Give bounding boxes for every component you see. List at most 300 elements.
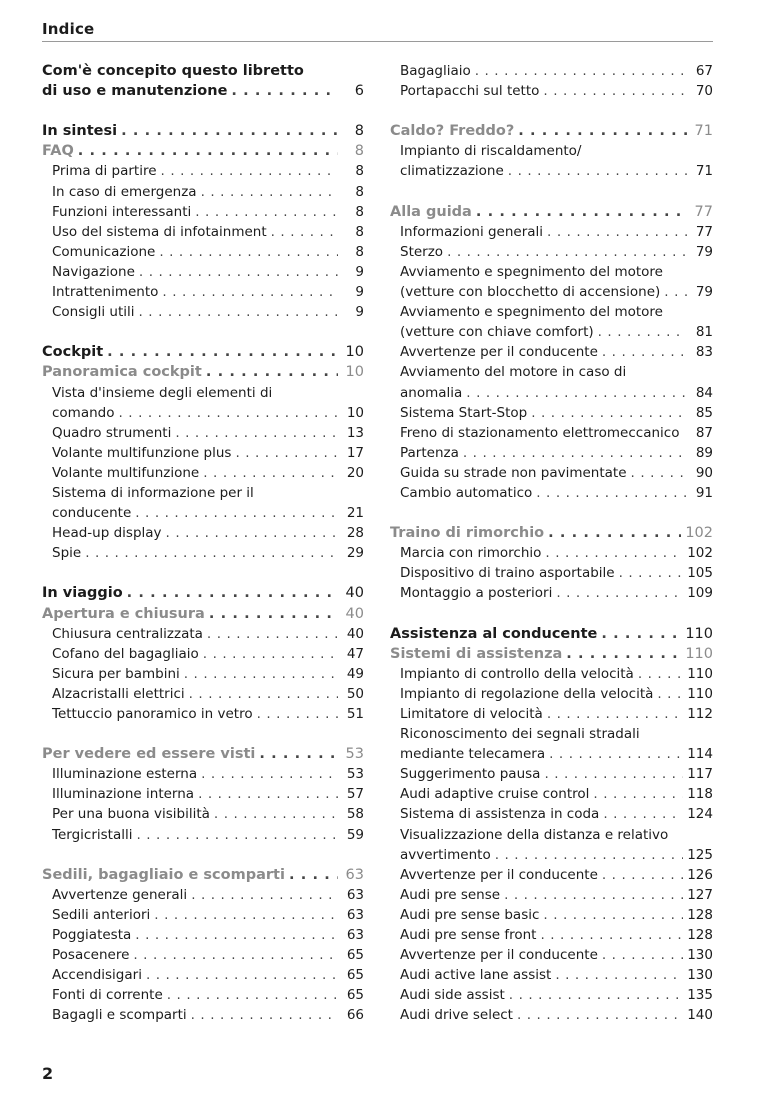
toc-entry-page: 66 <box>346 1007 364 1024</box>
toc-entry-page: 102 <box>685 525 713 542</box>
toc-chapter-entry <box>390 121 713 141</box>
section-spacer <box>390 503 713 523</box>
toc-entry-page: 53 <box>346 766 364 783</box>
toc-entry <box>42 483 364 503</box>
dot-leader <box>463 443 687 463</box>
toc-entry <box>390 744 713 764</box>
toc-chapter-entry <box>42 604 364 624</box>
dot-leader <box>206 362 338 382</box>
toc-entry-title: Caldo? Freddo? <box>390 123 515 140</box>
toc-entry-title: Sistema Start-Stop <box>400 404 528 421</box>
toc-entry <box>42 784 364 804</box>
toc-entry-title: Prima di partire <box>52 163 157 180</box>
dot-leader <box>167 985 338 1005</box>
dot-leader <box>475 61 687 81</box>
toc-entry-page: 47 <box>346 645 364 662</box>
toc-entry-title: Panoramica cockpit <box>42 364 202 381</box>
toc-entry-title: Audi side assist <box>400 987 505 1004</box>
toc-entry <box>390 784 713 804</box>
toc-entry-title: Audi adaptive cruise control <box>400 786 590 803</box>
toc-entry-title: Impianto di regolazione della velocità <box>400 685 654 702</box>
dot-leader <box>139 302 339 322</box>
toc-entry <box>390 403 713 423</box>
toc-entry <box>42 161 364 181</box>
dot-leader <box>201 764 338 784</box>
toc-entry-title: Audi pre sense front <box>400 927 537 944</box>
dot-leader <box>127 583 338 603</box>
dot-leader <box>159 242 338 262</box>
toc-entry <box>42 764 364 784</box>
toc-entry-page: 6 <box>354 83 364 100</box>
toc-entry <box>390 322 713 342</box>
toc-entry <box>390 985 713 1005</box>
toc-entry <box>390 61 713 81</box>
dot-leader <box>518 121 687 141</box>
toc-entry-page: 110 <box>687 665 713 682</box>
dot-leader <box>657 684 683 704</box>
toc-entry-title: comando <box>52 404 115 421</box>
dot-leader <box>476 202 687 222</box>
toc-entry-title: Audi drive select <box>400 1007 513 1024</box>
toc-entry-title: Suggerimento pausa <box>400 766 541 783</box>
dot-leader <box>289 865 338 885</box>
dot-leader <box>603 804 683 824</box>
dot-leader <box>146 965 338 985</box>
toc-entry <box>390 724 713 744</box>
toc-entry-page: 77 <box>694 203 713 220</box>
toc-entry <box>390 885 713 905</box>
toc-entry-title: (vetture con blocchetto di accensione) <box>400 284 661 301</box>
toc-entry-title: Accendisigari <box>52 967 142 984</box>
toc-entry <box>390 423 713 443</box>
dot-leader <box>136 825 338 845</box>
toc-entry-title: In sintesi <box>42 123 118 140</box>
dot-leader <box>602 342 687 362</box>
toc-entry-page: 63 <box>346 927 364 944</box>
toc-entry <box>42 543 364 563</box>
toc-entry-title: Illuminazione interna <box>52 786 195 803</box>
toc-entry-title: Dispositivo di traino asportabile <box>400 565 615 582</box>
toc-entry <box>42 523 364 543</box>
toc-entry-page: 109 <box>687 585 713 602</box>
dot-leader <box>495 845 684 865</box>
toc-entry-title: Limitatore di velocità <box>400 706 543 722</box>
toc-entry-title: In viaggio <box>42 585 123 602</box>
toc-entry <box>390 222 713 242</box>
toc-entry <box>390 945 713 965</box>
toc-entry <box>390 905 713 925</box>
toc-entry-title: Alla guida <box>390 203 472 220</box>
page-number: 2 <box>42 1064 54 1083</box>
toc-chapter-entry <box>42 744 364 764</box>
toc-entry <box>42 825 364 845</box>
toc-chapter-entry <box>42 141 364 161</box>
dot-leader <box>531 403 687 423</box>
toc-entry <box>390 302 713 322</box>
toc-entry-title: Uso del sistema di infotainment <box>52 223 267 240</box>
dot-leader <box>121 121 338 141</box>
toc-entry-page: 28 <box>346 525 364 542</box>
toc-entry-title: Sterzo <box>400 243 444 260</box>
toc-entry-title: Freno di stazionamento elettromeccanico <box>400 424 680 441</box>
toc-entry <box>42 644 364 664</box>
section-spacer <box>390 101 713 121</box>
toc-entry-title: Impianto di riscaldamento/ <box>400 143 582 160</box>
toc-chapter-entry <box>42 81 364 101</box>
toc-entry-title: Volante multifunzione plus <box>52 444 232 461</box>
toc-entry <box>42 222 364 242</box>
toc-entry <box>42 624 364 644</box>
toc-entry-title: Partenza <box>400 444 459 461</box>
toc-entry <box>390 362 713 382</box>
toc-entry-page: 17 <box>346 444 364 461</box>
toc-entry-page: 79 <box>695 243 713 260</box>
toc-entry <box>390 583 713 603</box>
toc-entry-page: 40 <box>345 585 364 602</box>
toc-entry <box>42 503 364 523</box>
dot-leader <box>175 423 338 443</box>
toc-entry-title: Illuminazione esterna <box>52 766 198 783</box>
toc-entry-title: Marcia con rimorchio <box>400 545 542 562</box>
toc-entry-title: Tettuccio panoramico in vetro <box>52 706 253 722</box>
toc-entry-title: Sistemi di assistenza <box>390 645 563 662</box>
toc-entry-title: Head-up display <box>52 525 162 542</box>
toc-entry-title: Vista d'insieme degli elementi di <box>52 384 273 401</box>
toc-entry <box>390 965 713 985</box>
toc-entry <box>390 845 713 865</box>
toc-entry-title: Cambio automatico <box>400 484 533 501</box>
dot-leader <box>154 905 338 925</box>
toc-entry-page: 10 <box>346 404 364 421</box>
toc-entry-page: 71 <box>695 163 713 180</box>
dot-leader <box>85 543 338 563</box>
dot-leader <box>207 624 338 644</box>
dot-leader <box>602 865 683 885</box>
toc-entry-title: Cofano del bagagliaio <box>52 645 199 662</box>
dot-leader <box>78 141 338 161</box>
dot-leader <box>517 1005 683 1025</box>
toc-entry <box>42 704 364 724</box>
toc-entry-page: 127 <box>687 886 713 903</box>
toc-entry-title: Audi pre sense <box>400 886 501 903</box>
section-spacer <box>42 845 364 865</box>
dot-leader <box>555 965 683 985</box>
toc-entry <box>42 202 364 222</box>
toc-entry-title: Avvertenze generali <box>52 886 188 903</box>
toc-entry-page: 10 <box>345 364 364 381</box>
toc-entry-title: mediante telecamera <box>400 746 546 763</box>
toc-entry-page: 118 <box>687 786 713 803</box>
toc-entry-page: 8 <box>355 183 364 200</box>
toc-entry-page: 105 <box>687 565 713 582</box>
dot-leader <box>162 282 338 302</box>
dot-leader <box>664 282 687 302</box>
dot-leader <box>543 905 683 925</box>
toc-entry <box>390 925 713 945</box>
toc-entry-page: 130 <box>687 967 713 984</box>
toc-entry <box>42 403 364 423</box>
toc-entry-title: FAQ <box>42 143 74 160</box>
toc-entry-title: Avviamento del motore in caso di <box>400 364 627 381</box>
toc-entry-page: 128 <box>687 927 713 944</box>
dot-leader <box>201 182 338 202</box>
toc-entry-title: Avviamento e spegnimento del motore <box>400 304 663 321</box>
toc-entry-title: Visualizzazione della distanza e relativo <box>400 826 669 843</box>
toc-chapter-entry <box>42 61 364 81</box>
dot-leader <box>161 161 338 181</box>
dot-leader <box>133 945 338 965</box>
toc-entry-page: 125 <box>687 846 713 863</box>
toc-entry-page: 135 <box>687 987 713 1004</box>
toc-entry <box>42 282 364 302</box>
toc-entry <box>42 423 364 443</box>
toc-entry <box>390 543 713 563</box>
toc-entry <box>42 664 364 684</box>
toc-entry <box>390 443 713 463</box>
toc-entry-page: 9 <box>355 284 364 301</box>
dot-leader <box>107 342 338 362</box>
toc-entry-title: Sedili anteriori <box>52 906 151 923</box>
toc-entry <box>390 664 713 684</box>
toc-chapter-entry <box>42 362 364 382</box>
dot-leader <box>619 563 684 583</box>
toc-entry-title: Bagagli e scomparti <box>52 1007 187 1024</box>
dot-leader <box>638 664 683 684</box>
toc-entry-page: 40 <box>346 625 364 642</box>
toc-entry-title: Chiusura centralizzata <box>52 625 203 642</box>
toc-entry-title: Assistenza al conducente <box>390 625 598 642</box>
toc-entry-page: 8 <box>355 243 364 260</box>
toc-entry-title: Avvertenze per il conducente <box>400 947 598 964</box>
dot-leader <box>135 503 338 523</box>
toc-entry <box>42 443 364 463</box>
toc-entry <box>42 242 364 262</box>
dot-leader <box>504 885 683 905</box>
toc-entry <box>42 905 364 925</box>
toc-entry-title: Audi active lane assist <box>400 967 552 984</box>
toc-entry <box>42 804 364 824</box>
dot-leader <box>547 704 683 724</box>
toc-entry <box>42 684 364 704</box>
toc-entry-page: 8 <box>354 123 364 140</box>
toc-entry <box>42 885 364 905</box>
toc-entry-title: Riconoscimento dei segnali stradali <box>400 726 640 743</box>
toc-entry-page: 84 <box>695 384 713 401</box>
dot-leader <box>191 885 338 905</box>
toc-entry-page: 8 <box>354 143 364 160</box>
toc-entry-title: anomalia <box>400 384 463 401</box>
toc-entry-title: Montaggio a posteriori <box>400 585 553 602</box>
toc-entry-page: 63 <box>345 866 364 883</box>
toc-entry-title: Cockpit <box>42 344 104 361</box>
dot-leader <box>602 945 683 965</box>
toc-entry-title: Avvertenze per il conducente <box>400 866 598 883</box>
toc-chapter-entry <box>42 865 364 885</box>
toc-entry-title: Audi pre sense basic <box>400 906 540 923</box>
toc-entry-title: Com'è concepito questo libretto <box>42 63 304 79</box>
toc-entry <box>390 463 713 483</box>
toc-entry-title: conducente <box>52 505 132 522</box>
dot-leader <box>189 684 338 704</box>
toc-entry <box>390 342 713 362</box>
toc-entry <box>390 483 713 503</box>
dot-leader <box>184 664 338 684</box>
toc-entry-page: 124 <box>687 806 713 823</box>
toc-entry-title: avvertimento <box>400 846 491 863</box>
toc-entry-page: 10 <box>345 344 364 361</box>
dot-leader <box>466 383 687 403</box>
toc-entry-page: 102 <box>687 545 713 562</box>
toc-entry-page: 63 <box>346 886 364 903</box>
toc-entry-page: 65 <box>346 987 364 1004</box>
dot-leader <box>139 262 338 282</box>
toc-entry-title: Quadro strumenti <box>52 424 172 441</box>
toc-entry-page: 65 <box>346 947 364 964</box>
toc-entry-page: 51 <box>346 706 364 722</box>
toc-entry-title: In caso di emergenza <box>52 183 197 200</box>
header-title: Indice <box>42 20 95 38</box>
toc-entry-title: Traino di rimorchio <box>390 525 545 542</box>
toc-chapter-entry <box>390 644 713 664</box>
toc-entry <box>390 804 713 824</box>
toc-entry-title: Funzioni interessanti <box>52 203 192 220</box>
dot-leader <box>631 463 687 483</box>
dot-leader <box>209 604 338 624</box>
toc-entry-page: 90 <box>695 464 713 481</box>
toc-entry-title: Avvertenze per il conducente <box>400 344 598 361</box>
toc-entry <box>390 161 713 181</box>
dot-leader <box>509 985 683 1005</box>
toc-entry <box>390 865 713 885</box>
toc-entry-page: 110 <box>685 645 713 662</box>
toc-entry-page: 71 <box>694 123 713 140</box>
toc-entry <box>390 81 713 101</box>
toc-entry-title: Sedili, bagagliaio e scomparti <box>42 866 285 883</box>
toc-entry-page: 110 <box>685 625 713 642</box>
toc-entry-page: 140 <box>687 1007 713 1024</box>
dot-leader <box>543 81 687 101</box>
toc-entry <box>42 945 364 965</box>
toc-entry-page: 9 <box>355 263 364 280</box>
toc-entry-page: 112 <box>687 706 713 722</box>
toc-chapter-entry <box>390 624 713 644</box>
toc-chapter-entry <box>390 202 713 222</box>
dot-leader <box>593 784 683 804</box>
toc-entry-page: 59 <box>346 826 364 843</box>
section-spacer <box>42 101 364 121</box>
dot-leader <box>203 463 338 483</box>
dot-leader <box>601 624 681 644</box>
toc-chapter-entry <box>390 523 713 543</box>
dot-leader <box>566 644 681 664</box>
section-spacer <box>390 182 713 202</box>
toc-right-column <box>390 61 713 1026</box>
dot-leader <box>548 523 681 543</box>
toc-entry-page: 57 <box>346 786 364 803</box>
toc-entry-title: Spie <box>52 545 82 562</box>
toc-entry-page: 89 <box>695 444 713 461</box>
toc-entry-page: 67 <box>695 63 713 79</box>
toc-entry-page: 91 <box>695 484 713 501</box>
dot-leader <box>545 543 683 563</box>
toc-entry-title: Per vedere ed essere visti <box>42 746 256 763</box>
dot-leader <box>166 523 338 543</box>
toc-entry <box>42 463 364 483</box>
toc-entry <box>390 563 713 583</box>
page-header <box>42 19 713 42</box>
toc-entry <box>390 282 713 302</box>
toc-entry <box>390 704 713 724</box>
toc-entry-page: 65 <box>346 967 364 984</box>
toc-chapter-entry <box>42 583 364 603</box>
dot-leader <box>556 583 683 603</box>
toc-entry-title: climatizzazione <box>400 163 504 180</box>
dot-leader <box>259 744 338 764</box>
toc-entry-page: 114 <box>687 746 713 763</box>
dot-leader <box>198 784 338 804</box>
toc-entry-page: 110 <box>687 685 713 702</box>
toc-entry-page: 8 <box>355 223 364 240</box>
toc-entry-title: (vetture con chiave comfort) <box>400 324 594 341</box>
dot-leader <box>203 644 338 664</box>
toc-entry-page: 85 <box>695 404 713 421</box>
toc-entry <box>42 925 364 945</box>
toc-entry-page: 126 <box>687 866 713 883</box>
toc-entry-page: 8 <box>355 203 364 220</box>
toc-entry <box>390 242 713 262</box>
toc-entry-page: 79 <box>695 284 713 301</box>
section-spacer <box>42 322 364 342</box>
toc-entry-page: 21 <box>346 505 364 522</box>
dot-leader <box>235 443 338 463</box>
toc-entry <box>42 182 364 202</box>
toc-entry-page: 13 <box>346 424 364 441</box>
toc-entry-page: 81 <box>695 324 713 341</box>
toc-entry-page: 130 <box>687 947 713 964</box>
dot-leader <box>536 483 687 503</box>
toc-entry-page: 20 <box>346 464 364 481</box>
toc-entry <box>42 383 364 403</box>
toc-entry-title: Poggiatesta <box>52 927 132 944</box>
dot-leader <box>135 925 338 945</box>
toc-entry-title: Portapacchi sul tetto <box>400 83 540 100</box>
dot-leader <box>598 322 687 342</box>
toc-entry-title: Guida su strade non pavimentate <box>400 464 627 481</box>
toc-entry <box>390 383 713 403</box>
dot-leader <box>549 744 683 764</box>
toc-entry-page: 50 <box>346 685 364 702</box>
toc-entry-page: 40 <box>345 605 364 622</box>
toc-entry-title: Consigli utili <box>52 304 135 321</box>
toc-entry-title: Fonti di corrente <box>52 987 163 1004</box>
toc-entry-title: Informazioni generali <box>400 223 544 240</box>
toc-entry <box>42 985 364 1005</box>
toc-chapter-entry <box>42 121 364 141</box>
section-spacer <box>390 604 713 624</box>
dot-leader <box>271 222 338 242</box>
toc-entry-page: 49 <box>346 665 364 682</box>
dot-leader <box>191 1005 338 1025</box>
toc-entry-page: 29 <box>346 545 364 562</box>
toc-entry-page: 77 <box>695 223 713 240</box>
dot-leader <box>508 161 687 181</box>
toc-entry-page: 58 <box>346 806 364 823</box>
section-spacer <box>42 724 364 744</box>
toc-entry-page: 53 <box>345 746 364 763</box>
toc-entry <box>390 684 713 704</box>
toc-entry-title: Intrattenimento <box>52 284 159 301</box>
toc-entry <box>42 1005 364 1025</box>
